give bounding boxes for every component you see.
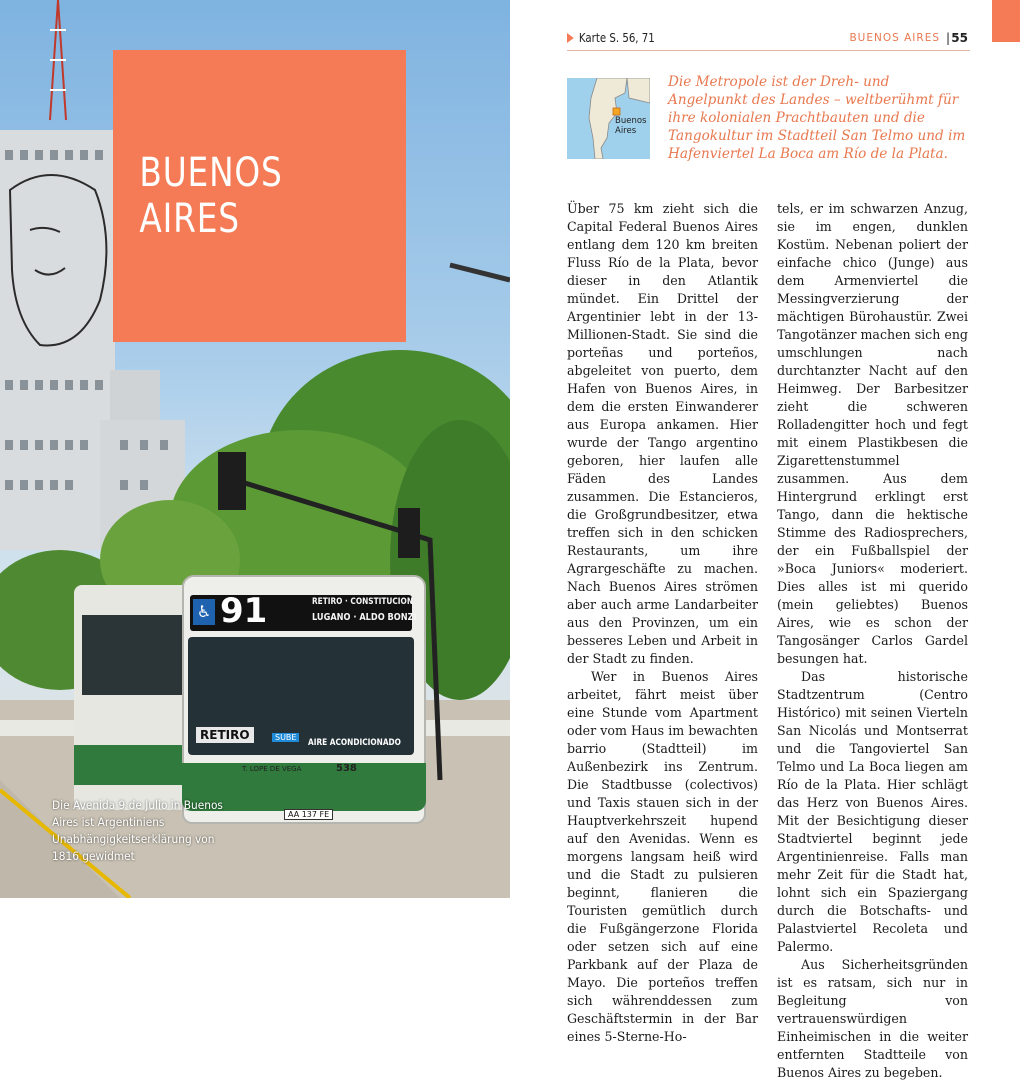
intro-text: Die Metropole ist der Dreh- und Angelpunkt des Landes – weltberühmt für ihre kolonialen Prachtbauten und die Tangokultur im Stadtteil San Telmo und im Hafenviertel La Boca am Río de la Plata.	[668, 74, 966, 162]
cover-photo	[0, 0, 510, 898]
destination-line1: RETIRO · CONSTITUCION	[312, 597, 414, 607]
license-plate: AA 137 FE	[284, 809, 333, 820]
fleet-number: 538	[336, 763, 357, 774]
paragraph: Aus Sicherheitsgründen ist es ratsam, sich nur in Begleitung von vertrauenswürdigen Einheimischen in die weiter entfernten Stadtteile von Buenos Aires zu begeben.	[777, 957, 968, 1080]
sube-badge: SUBE	[272, 733, 299, 742]
chapter-title-box	[113, 50, 406, 342]
photo-caption: Die Avenida 9 de Julio in Buenos Aires ist Argentiniens Unabhängigkeitserklärung von 1816 gewidmet	[52, 798, 223, 863]
map-arrow-icon	[567, 33, 574, 43]
paragraph: Wer in Buenos Aires arbeitet, fährt meist über eine Stunde vom Apartment oder vom Haus im bewachten barrio (Stadtteil) im Außenbezirk ins Zentrum. Die Stadtbusse (colectivos) und Taxis stauen sich in der Hauptverkehrszeit hupend auf den Avenidas. Wenn es morgens langsam heiß wird und die Stadt zu pulsieren beginnt, flanieren die Touristen gemütlich durch die Fußgängerzone Florida oder setzen sich auf eine Parkbank auf der Plaza de Mayo. Die porteños treffen sich währenddessen zum Geschäftstermin in der Bar eines 5-Sterne-Ho-	[567, 669, 758, 1044]
paragraph: Das historische Stadtzentrum (Centro Histórico) mit seinen Vierteln San Nicolás und Montserrat und die Tangoviertel San Telmo und La Boca liegen am Río de la Plata. Hier schlägt das Herz von Buenos Aires. Mit der Besichtigung dieser Stadtviertel beginnt jede Argentinienreise. Falls man mehr Zeit für die Stadt hat, lohnt sich ein Spaziergang durch die Botschafts- und Palastviertel Recoleta und Palermo.	[777, 669, 968, 954]
chapter-title: BUENOS AIRES	[139, 150, 283, 242]
accessibility-icon: ♿	[193, 599, 215, 625]
map-reference[interactable]	[567, 31, 655, 45]
body-column-1	[567, 200, 758, 1046]
minimap-label: Buenos Aires	[615, 116, 647, 136]
ac-label: AIRE ACONDICIONADO	[308, 738, 401, 748]
radio-tower	[50, 0, 66, 120]
chapter-tab	[992, 0, 1020, 42]
paragraph: tels, er im schwarzen Anzug, sie im engen, dunklen Kostüm. Nebenan poliert der einfache chico (Junge) aus dem Armenviertel die Messingverzierung der mächtigen Bürohaustür. Zwei Tangotänzer machen sich eng umschlungen nach durchtanzter Nacht auf den Heimweg. Der Barbesitzer zieht die schweren Rolladengitter hoch und fegt mit einem Plastikbesen die Zigarettenstummel zusammen. Aus dem Hintergrund erklingt erst Tango, dann die hektische Stimme des Radiosprechers, der ein Fußballspiel der »Boca Juniors« moderiert. Dies alles ist mi querido (mein geliebtes) Buenos Aires, wie es schon der Tangosänger Carlos Gardel besungen hat.	[777, 201, 968, 666]
destination-line2: LUGANO · ALDO BONZI	[312, 612, 417, 623]
route-number: 91	[220, 591, 268, 631]
locator-map	[567, 78, 650, 159]
page-number: 55	[951, 31, 968, 45]
header-separator: |	[945, 31, 950, 45]
running-head: BUENOS AIRES	[849, 32, 940, 44]
paragraph: Über 75 km zieht sich die Capital Federal Buenos Aires entlang dem 120 km breiten Fluss Río de la Plata, bevor dieser in den Atlantik mündet. Ein Drittel der Argentinier lebt in der 13-Millionen-Stadt. Sie sind die porteñas und porteños, abgeleitet von puerto, dem Hafen von Buenos Aires, in dem die ersten Einwanderer aus Europa ankamen. Hier wurde der Tango argentino geboren, hier laufen alle Fäden des Landes zusammen. Die Estancieros, die Großgrundbesitzer, etwa treffen sich in den schicken Restaurants, um ihre Agrargeschäfte zu machen. Nach Buenos Aires strömen aber auch arme Landarbeiter aus den Provinzen, um ein besseres Leben und Arbeit in der Stadt zu finden.	[567, 201, 758, 666]
map-reference-label: Karte S. 56, 71	[578, 31, 655, 45]
front-text: T. LOPE DE VEGA	[242, 765, 302, 773]
body-column-2	[777, 200, 968, 1082]
city-bus	[74, 575, 422, 830]
page-header	[567, 30, 970, 51]
side-sign: RETIRO	[196, 727, 254, 743]
